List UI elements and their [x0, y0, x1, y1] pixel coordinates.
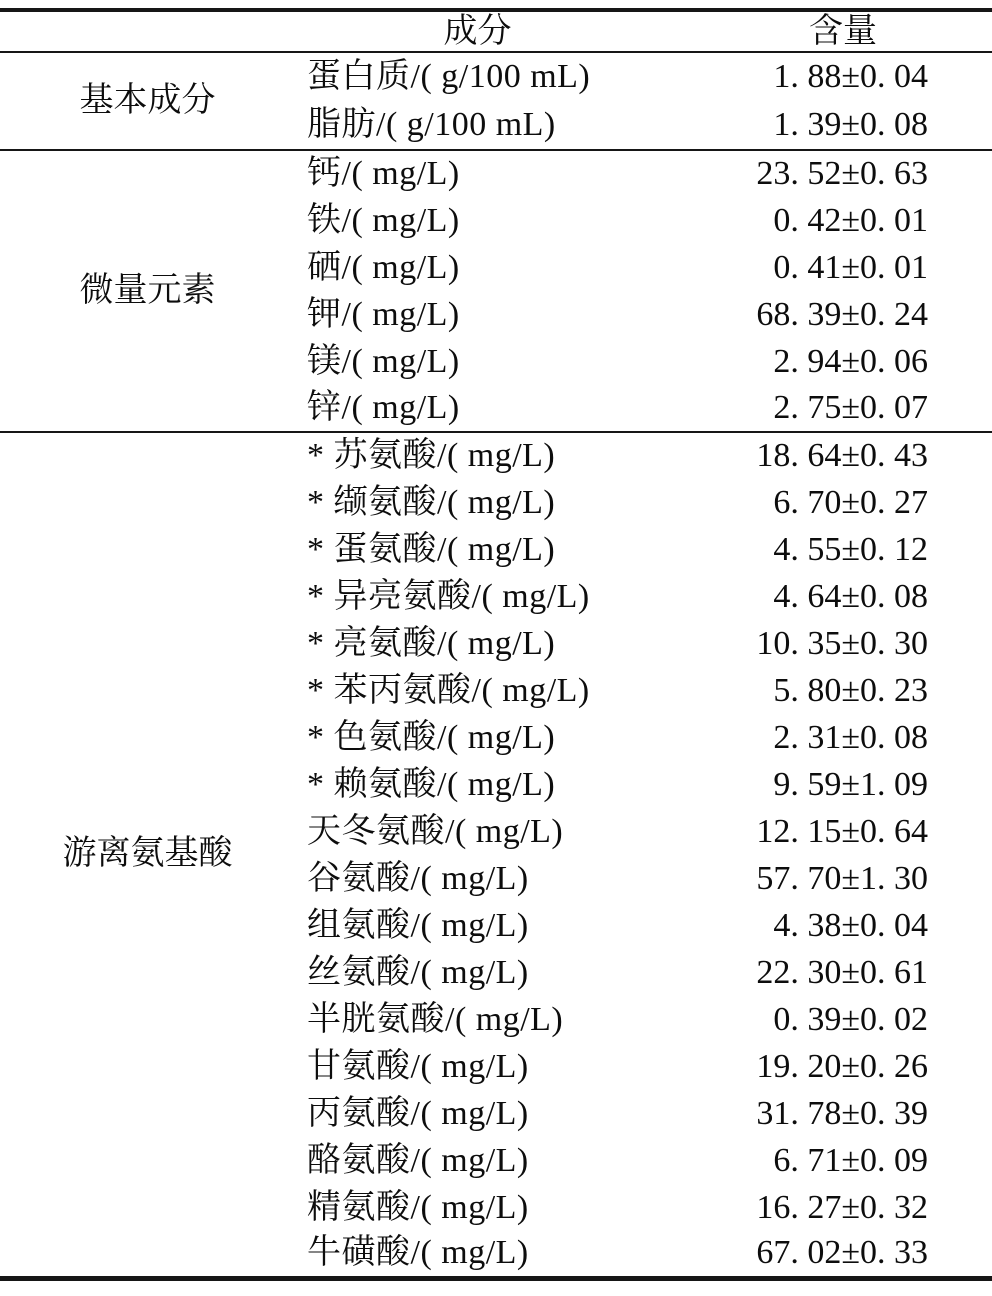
section-basic-components — [0, 52, 992, 150]
component-cell: 甘氨酸/( mg/L) — [307, 1047, 529, 1085]
content-cell: 23. 52±0. 63 — [756, 155, 928, 192]
content-cell: 4. 55±0. 12 — [773, 530, 928, 568]
content-cell: 4. 38±0. 04 — [773, 906, 928, 944]
composition-table — [0, 8, 992, 1281]
content-cell: 0. 39±0. 02 — [773, 1000, 928, 1038]
header-content: 含量 — [660, 10, 992, 52]
content-cell: 6. 71±0. 09 — [773, 1141, 928, 1179]
content-cell: 18. 64±0. 43 — [756, 437, 928, 474]
component-cell: * 亮氨酸/( mg/L) — [307, 624, 556, 662]
content-cell: 9. 59±1. 09 — [773, 765, 928, 803]
content-cell: 57. 70±1. 30 — [756, 859, 928, 897]
group-label-amino: 游离氨基酸 — [62, 835, 233, 873]
table-row — [0, 52, 992, 101]
component-cell: 铁/( mg/L) — [307, 201, 460, 239]
component-cell: 酪氨酸/( mg/L) — [307, 1141, 529, 1179]
component-cell: 脂肪/( g/100 mL) — [307, 106, 556, 143]
component-cell: * 异亮氨酸/( mg/L) — [307, 577, 590, 615]
content-cell: 16. 27±0. 32 — [756, 1188, 928, 1226]
header-group — [0, 10, 295, 52]
content-cell: 31. 78±0. 39 — [756, 1094, 928, 1132]
content-cell: 2. 75±0. 07 — [773, 389, 928, 426]
component-cell: * 蛋氨酸/( mg/L) — [307, 530, 556, 568]
component-cell: 精氨酸/( mg/L) — [307, 1188, 529, 1226]
content-cell: 22. 30±0. 61 — [756, 953, 928, 991]
content-cell: 68. 39±0. 24 — [756, 295, 928, 333]
component-cell: 蛋白质/( g/100 mL) — [307, 58, 591, 95]
section-trace-elements — [0, 150, 992, 432]
content-cell: 6. 70±0. 27 — [773, 483, 928, 521]
component-cell: 牛磺酸/( mg/L) — [307, 1234, 529, 1272]
component-cell: 丝氨酸/( mg/L) — [307, 953, 529, 991]
component-cell: 钙/( mg/L) — [307, 155, 460, 192]
table-row — [0, 432, 992, 479]
component-cell: 硒/( mg/L) — [307, 248, 460, 286]
component-cell: * 色氨酸/( mg/L) — [307, 718, 556, 756]
content-cell: 4. 64±0. 08 — [773, 577, 928, 615]
component-cell: * 苏氨酸/( mg/L) — [307, 437, 556, 474]
content-cell: 1. 88±0. 04 — [773, 58, 928, 95]
content-cell: 12. 15±0. 64 — [756, 812, 928, 850]
component-cell: 谷氨酸/( mg/L) — [307, 859, 529, 897]
component-cell: 镁/( mg/L) — [307, 342, 460, 380]
table-row — [0, 150, 992, 197]
component-cell: 钾/( mg/L) — [307, 295, 460, 333]
table-header — [0, 10, 992, 52]
content-cell: 19. 20±0. 26 — [756, 1047, 928, 1085]
component-cell: 天冬氨酸/( mg/L) — [307, 812, 564, 850]
component-cell: 组氨酸/( mg/L) — [307, 906, 529, 944]
component-cell: 丙氨酸/( mg/L) — [307, 1094, 529, 1132]
section-free-amino-acids — [0, 432, 992, 1278]
component-cell: 半胱氨酸/( mg/L) — [307, 1000, 564, 1038]
content-cell: 1. 39±0. 08 — [773, 106, 928, 143]
content-cell: 0. 42±0. 01 — [773, 201, 928, 239]
content-cell: 2. 94±0. 06 — [773, 342, 928, 380]
component-cell: * 赖氨酸/( mg/L) — [307, 765, 556, 803]
content-cell: 2. 31±0. 08 — [773, 718, 928, 756]
content-cell: 10. 35±0. 30 — [756, 624, 928, 662]
group-label-basic: 基本成分 — [79, 82, 216, 119]
content-cell: 67. 02±0. 33 — [756, 1234, 928, 1272]
content-cell: 0. 41±0. 01 — [773, 248, 928, 286]
header-component: 成分 — [295, 10, 660, 52]
component-cell: * 苯丙氨酸/( mg/L) — [307, 671, 590, 709]
component-cell: 锌/( mg/L) — [307, 389, 460, 426]
header-row — [0, 10, 992, 52]
content-cell: 5. 80±0. 23 — [773, 671, 928, 709]
group-label-trace: 微量元素 — [79, 272, 216, 309]
component-cell: * 缬氨酸/( mg/L) — [307, 483, 556, 521]
